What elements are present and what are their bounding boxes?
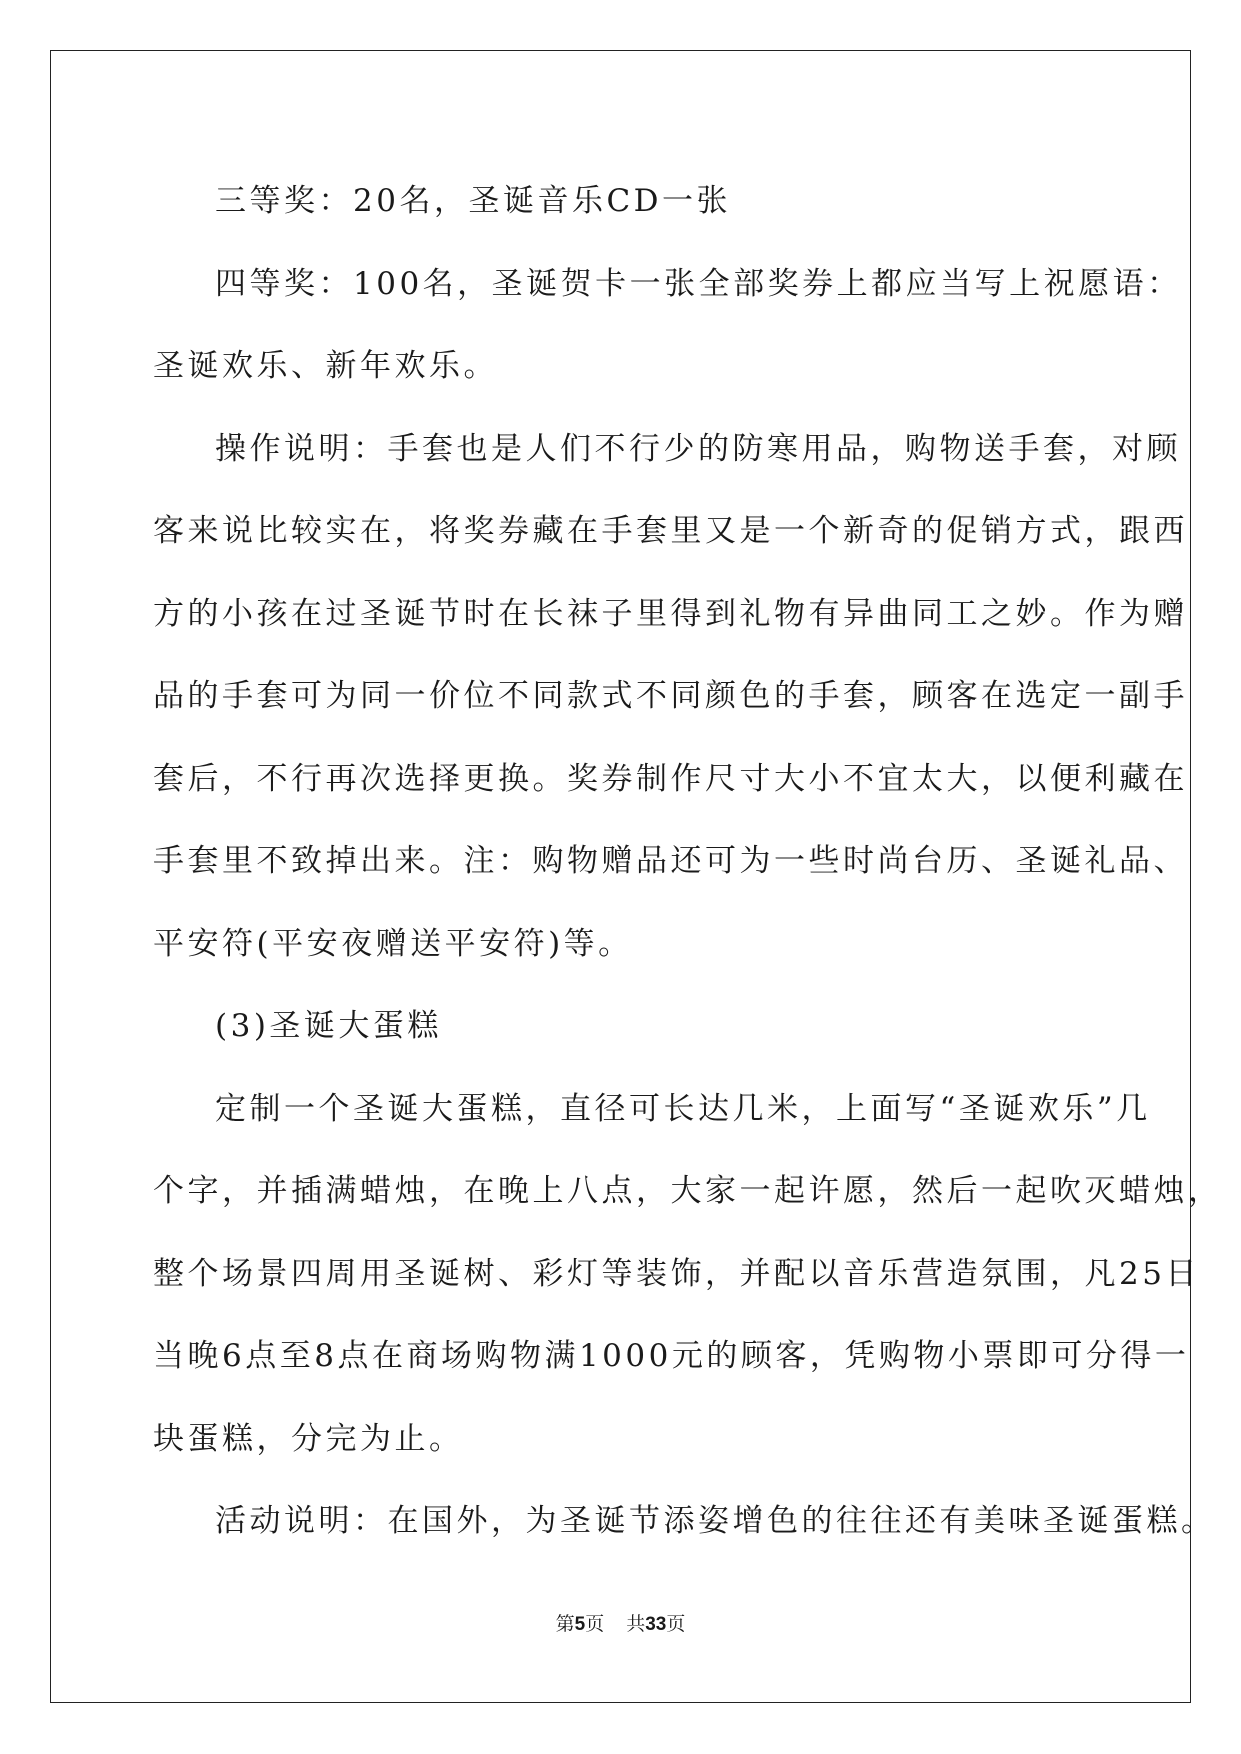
text-line: 操作说明：手套也是人们不行少的防寒用品，购物送手套，对顾 <box>215 430 1181 467</box>
section-heading: (3)圣诞大蛋糕 <box>215 1008 442 1044</box>
total-pages-number: 33 <box>645 1614 667 1635</box>
current-page-number: 5 <box>574 1614 586 1635</box>
total-prefix: 共 <box>626 1613 646 1635</box>
text-line: 圣诞欢乐、新年欢乐。 <box>153 348 498 384</box>
text-line: 活动说明：在国外，为圣诞节添姿增色的往往还有美味圣诞蛋糕。 <box>215 1503 1216 1539</box>
text-line: 三等奖：20名，圣诞音乐CD一张 <box>215 183 732 219</box>
text-line: 个字，并插满蜡烛，在晚上八点，大家一起许愿，然后一起吹灭蜡烛， <box>153 1173 1223 1209</box>
page-suffix: 页 <box>585 1613 605 1635</box>
page-prefix: 第 <box>555 1613 575 1635</box>
text-line: 定制一个圣诞大蛋糕，直径可长达几米，上面写“圣诞欢乐”几 <box>215 1090 1151 1127</box>
total-suffix: 页 <box>666 1613 686 1635</box>
text-line: 整个场景四周用圣诞树、彩灯等装饰，并配以音乐营造氛围，凡25日 <box>153 1255 1200 1292</box>
text-line: 客来说比较实在，将奖券藏在手套里又是一个新奇的促销方式，跟西 <box>153 513 1188 549</box>
text-line: 块蛋糕，分完为止。 <box>153 1420 464 1457</box>
text-line: 四等奖：100名，圣诞贺卡一张全部奖券上都应当写上祝愿语： <box>215 265 1182 302</box>
text-line: 套后，不行再次选择更换。奖券制作尺寸大小不宜太大，以便利藏在 <box>153 760 1188 797</box>
document-body <box>153 160 1223 1563</box>
text-line: 平安符(平安夜赠送平安符)等。 <box>153 925 633 962</box>
text-line: 当晚6点至8点在商场购物满1000元的顾客，凭购物小票即可分得一 <box>153 1338 1190 1374</box>
text-line: 品的手套可为同一价位不同款式不同颜色的手套，顾客在选定一副手 <box>153 678 1188 714</box>
text-line: 方的小孩在过圣诞节时在长袜子里得到礼物有异曲同工之妙。作为赠 <box>153 595 1188 632</box>
text-line: 手套里不致掉出来。注：购物赠品还可为一些时尚台历、圣诞礼品、 <box>153 843 1188 879</box>
page-footer <box>0 1612 1241 1637</box>
